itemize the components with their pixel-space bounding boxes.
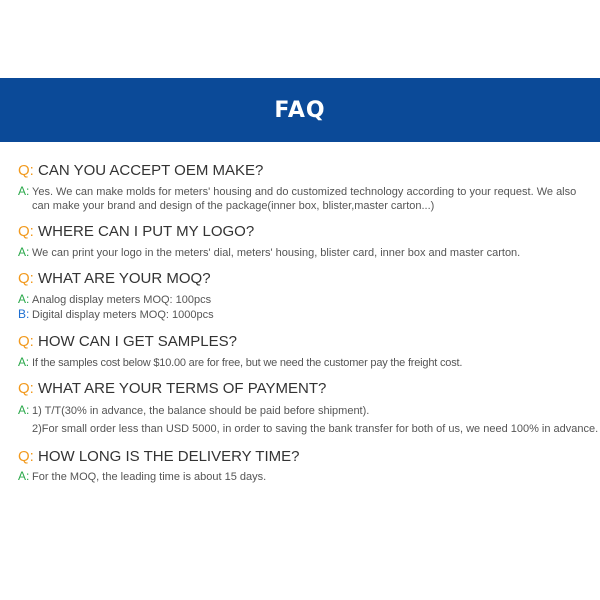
- question-text: HOW CAN I GET SAMPLES?: [38, 333, 237, 350]
- faq-answer-payment: [18, 403, 369, 417]
- faq-question-oem: [18, 162, 263, 179]
- question-text: HOW LONG IS THE DELIVERY TIME?: [38, 448, 300, 465]
- answer-text: 1) T/T(30% in advance, the balance should be paid before shipment).: [32, 405, 370, 417]
- answer-text: We can print your logo in the meters' dial, meters' housing, blister card, inner box and master carton.: [32, 247, 521, 259]
- page-title: FAQ: [274, 97, 326, 123]
- faq-header-banner: [0, 78, 600, 142]
- question-prefix: Q:: [18, 162, 34, 179]
- question-text: WHERE CAN I PUT MY LOGO?: [38, 223, 255, 240]
- answer-prefix: A:: [18, 403, 30, 417]
- question-text: CAN YOU ACCEPT OEM MAKE?: [38, 162, 264, 179]
- faq-question-samples: [18, 333, 237, 350]
- faq-question-payment: [18, 380, 326, 397]
- question-prefix: Q:: [18, 270, 34, 287]
- faq-answer-payment-continued: 2)For small order less than USD 5000, in order to saving the bank transfer for both of us, we need 100% in advance.: [32, 423, 599, 435]
- faq-answer-oem: [18, 184, 576, 198]
- question-prefix: Q:: [18, 333, 34, 350]
- answer-prefix: A:: [18, 184, 30, 198]
- question-prefix: Q:: [18, 380, 34, 397]
- answer-text: Digital display meters MOQ: 1000pcs: [32, 309, 214, 321]
- faq-answer-moq-digital: [18, 307, 214, 321]
- answer-text: If the samples cost below $10.00 are for free, but we need the customer pay the freight cost.: [32, 357, 463, 369]
- faq-answer-oem-continued: can make your brand and design of the package(inner box, blister,master carton...): [32, 200, 435, 212]
- faq-answer-delivery: [18, 469, 266, 483]
- faq-question-moq: [18, 270, 211, 287]
- answer-text: For the MOQ, the leading time is about 15 days.: [32, 471, 267, 483]
- answer-text: Yes. We can make molds for meters' housing and do customized technology according to your request. We also: [32, 186, 577, 198]
- faq-answer-moq-analog: [18, 292, 211, 306]
- faq-question-logo: [18, 223, 254, 240]
- question-prefix: Q:: [18, 448, 34, 465]
- faq-answer-logo: [18, 245, 520, 259]
- answer-prefix: A:: [18, 292, 30, 306]
- answer-prefix: A:: [18, 355, 29, 369]
- answer-prefix: A:: [18, 469, 30, 483]
- answer-b-prefix: B:: [18, 307, 30, 321]
- answer-text: Analog display meters MOQ: 100pcs: [32, 294, 212, 306]
- question-text: WHAT ARE YOUR MOQ?: [38, 270, 211, 287]
- question-prefix: Q:: [18, 223, 34, 240]
- faq-question-delivery: [18, 448, 299, 465]
- question-text: WHAT ARE YOUR TERMS OF PAYMENT?: [38, 380, 327, 397]
- answer-prefix: A:: [18, 245, 30, 259]
- faq-answer-samples: [18, 355, 462, 369]
